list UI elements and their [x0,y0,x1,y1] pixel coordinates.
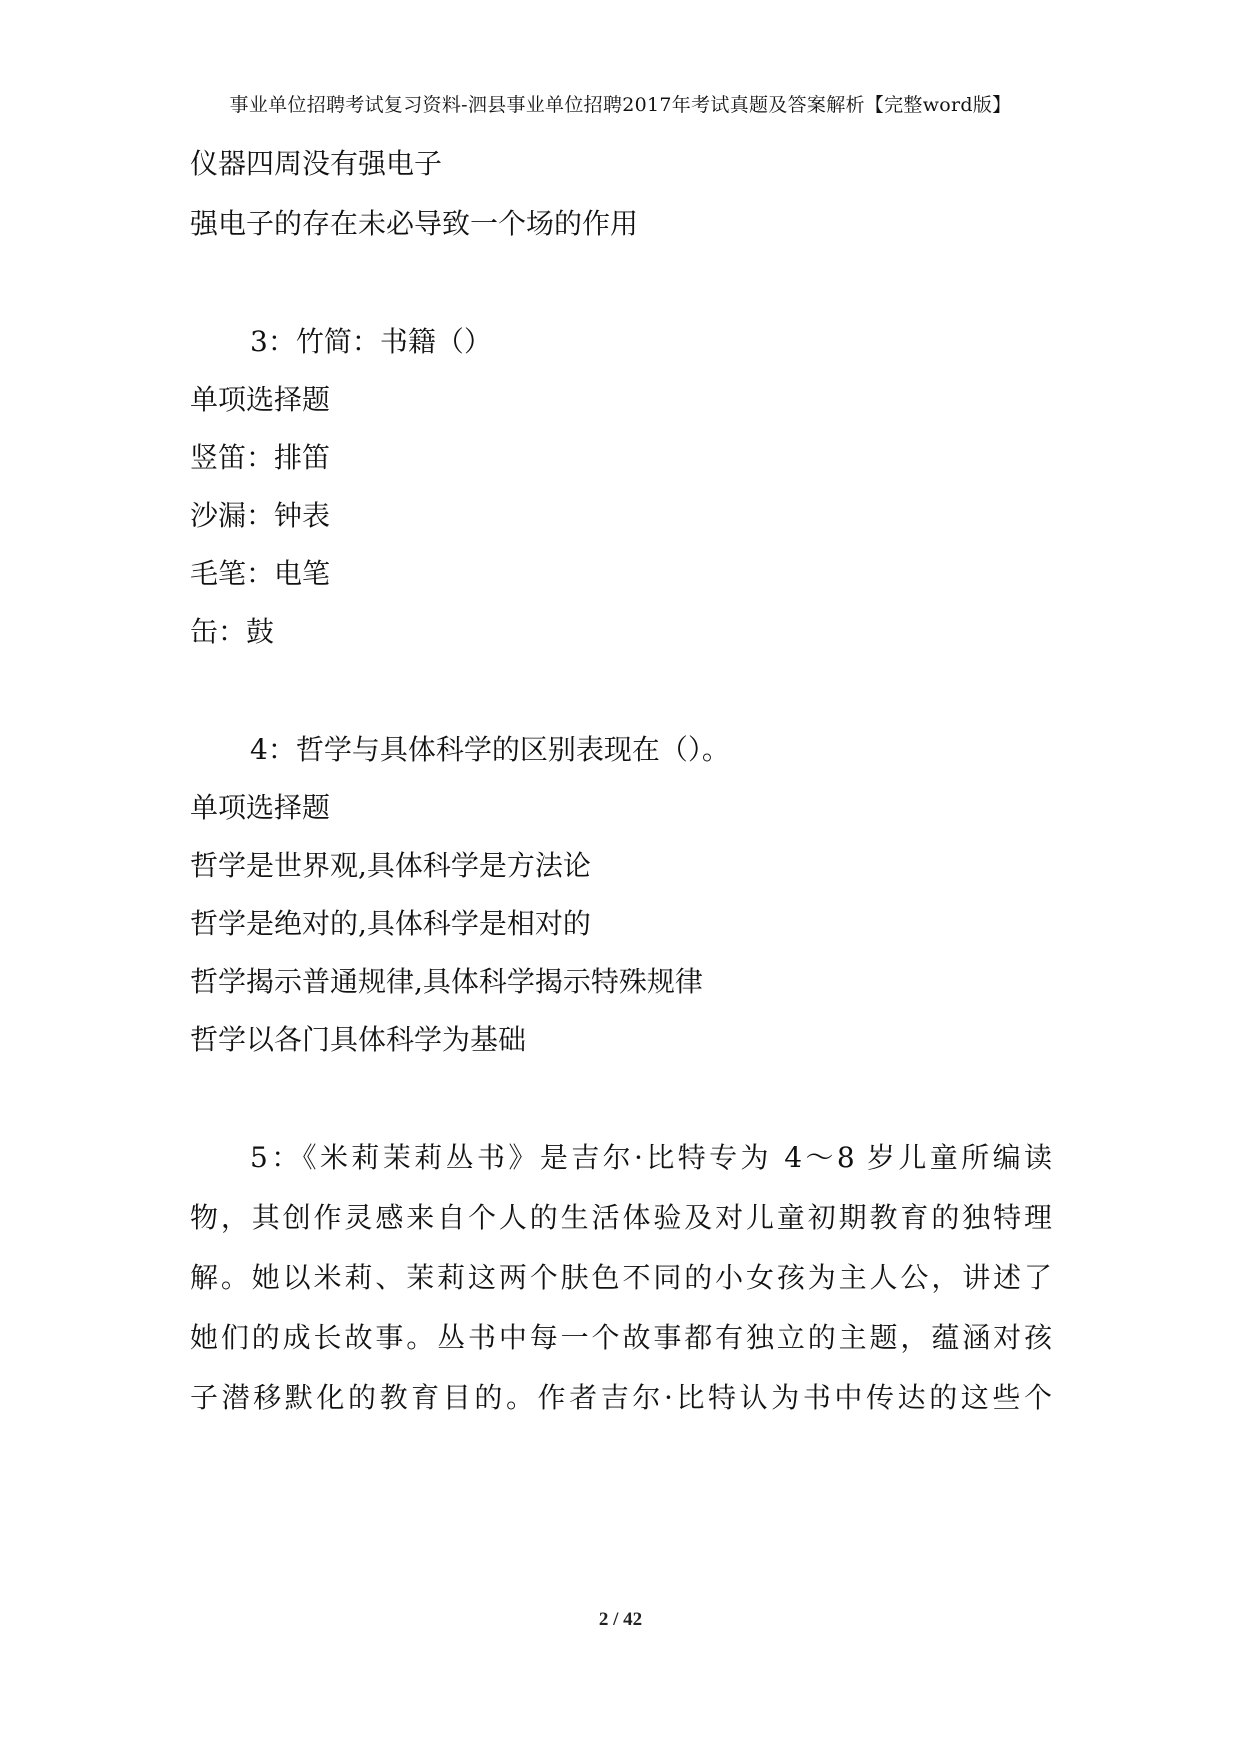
question-5-line: 5：《米莉茉莉丛书》是吉尔·比特专为 4～8 岁儿童所编读 [250,1141,1052,1174]
question-5-line: 物，其创作灵感来自个人的生活体验及对儿童初期教育的独特理 [190,1201,1052,1234]
question-4-option: 哲学是绝对的,具体科学是相对的 [190,907,591,940]
question-5-line: 子潜移默化的教育目的。作者吉尔·比特认为书中传达的这些个 [190,1381,1052,1414]
page-number: 2 / 42 [598,1609,643,1630]
question-3-option: 缶：鼓 [190,615,275,648]
question-4-option: 哲学是世界观,具体科学是方法论 [190,849,591,882]
question-3-option: 毛笔：电笔 [190,557,331,590]
question-4-option: 哲学以各门具体科学为基础 [190,1023,527,1056]
question-4-type: 单项选择题 [190,791,331,824]
question-3-option: 竖笛：排笛 [190,441,331,474]
prev-option-c: 仪器四周没有强电子 [190,147,443,180]
question-5-line: 她们的成长故事。丛书中每一个故事都有独立的主题，蕴涵对孩 [190,1321,1052,1354]
prev-option-d: 强电子的存在未必导致一个场的作用 [190,207,639,240]
question-3-option: 沙漏：钟表 [190,499,331,532]
question-5-line: 解。她以米莉、茉莉这两个肤色不同的小女孩为主人公，讲述了 [190,1261,1052,1294]
question-3-stem: 3：竹简：书籍（） [250,325,492,358]
question-3-type: 单项选择题 [190,383,331,416]
question-4-option: 哲学揭示普通规律,具体科学揭示特殊规律 [190,965,703,998]
page-header: 事业单位招聘考试复习资料-泗县事业单位招聘2017年考试真题及答案解析【完整word版】 [229,94,1012,116]
question-4-stem: 4：哲学与具体科学的区别表现在（）。 [250,733,730,766]
